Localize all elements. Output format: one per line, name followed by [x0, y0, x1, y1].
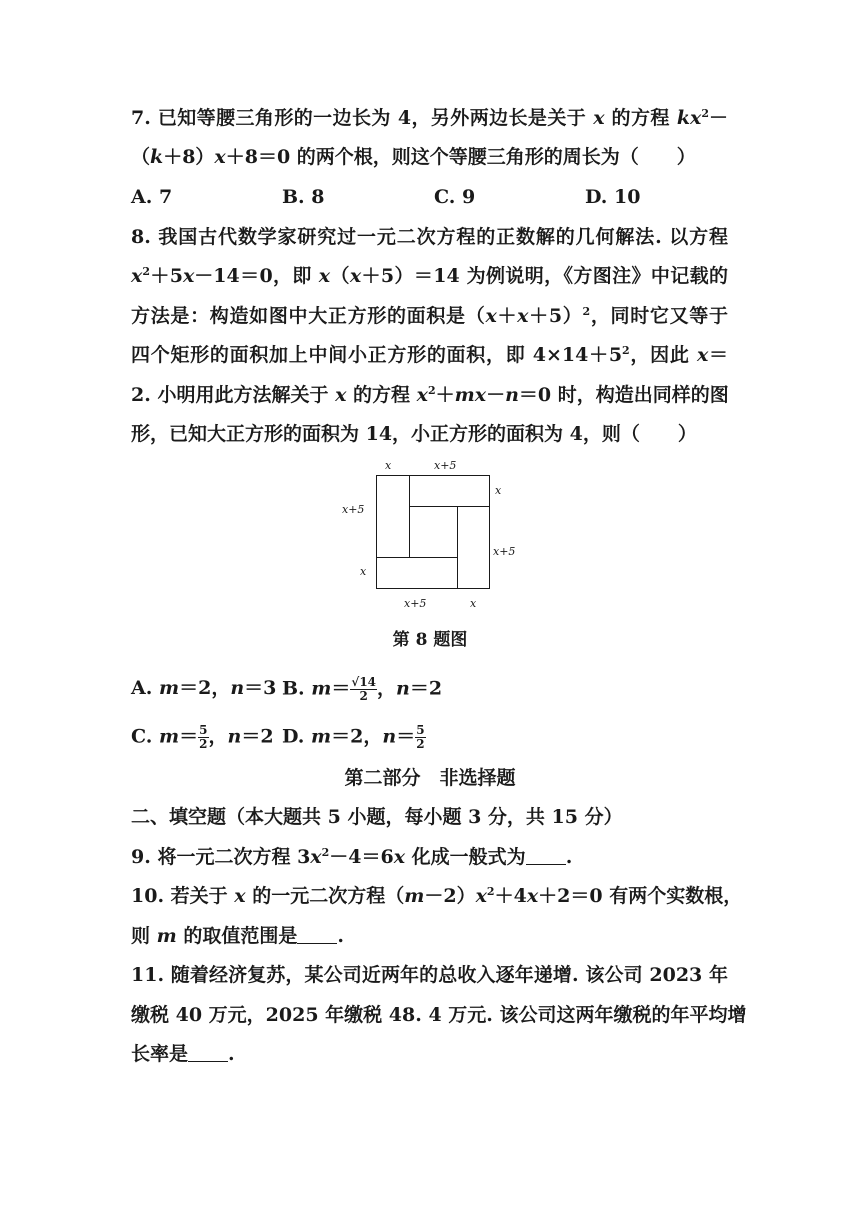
q11-answer-blank[interactable] — [188, 1043, 228, 1062]
rect-top — [410, 476, 490, 507]
label-bottom-x: x — [470, 597, 477, 610]
q8-line5: 2. 小明用此方法解关于 x 的方程 $x^2+mx-n=0$ 时，构造出同样的图 — [131, 384, 729, 406]
q11-line3: 长率是 . — [131, 1043, 235, 1065]
label-bottom-x5: x+5 — [404, 597, 427, 610]
q10-answer-blank[interactable] — [297, 925, 337, 944]
q7-option-d: D. 10 — [585, 186, 641, 208]
rect-left — [377, 476, 410, 558]
q9: 9. 将一元二次方程 $3x^2-4=6x$ 化成一般式为 . — [131, 846, 573, 868]
rect-right — [458, 507, 490, 589]
q8-line3: 方法是：构造如图中大正方形的面积是$(x+x+5)^2$，同时它又等于 — [131, 305, 728, 327]
q11-line2: 缴税 40 万元，2025 年缴税 48. 4 万元. 该公司这两年缴税的年平均增 — [131, 1004, 747, 1026]
q8-line4: 四个矩形的面积加上中间小正方形的面积，即 $4\times 14+5^2$，因此 x＝ — [131, 344, 728, 366]
q7-option-a: A. 7 — [131, 186, 173, 208]
q9-answer-blank[interactable] — [526, 846, 566, 865]
q8-line2: $x^2+5x-14=0$，即 x（x＋5）＝14 为例说明，《方图注》中记载的 — [131, 265, 728, 287]
q8-option-a: A. m＝2，n＝3 — [131, 677, 277, 699]
big-square-outline — [377, 476, 490, 589]
q8-option-c: C. m＝ $\frac{5}{2}$ ，n＝2 — [131, 723, 274, 751]
small-square — [410, 507, 458, 558]
section2-heading: 二、填空题（本大题共 5 小题，每小题 3 分，共 15 分） — [131, 806, 623, 828]
q8-line1: 8. 我国古代数学家研究过一元二次方程的正数解的几何解法. 以方程 — [131, 226, 728, 248]
rect-bottom — [377, 558, 458, 589]
part2-title: 第二部分 非选择题 — [344, 767, 516, 789]
q7-line1: 7. 已知等腰三角形的一边长为 4，另外两边长是关于 x 的方程 $kx^2-$ — [131, 107, 728, 129]
q8-option-b: B. m＝ $\frac{√14}{2}$ ，n＝2 — [282, 675, 443, 703]
label-left-x: x — [360, 565, 367, 578]
q10-line2: 则 m 的取值范围是 . — [131, 925, 344, 947]
label-right-x5: x+5 — [493, 545, 516, 558]
q11-line1: 11. 随着经济复苏，某公司近两年的总收入逐年递增. 该公司 2023 年 — [131, 964, 728, 986]
q10-line1: 10. 若关于 x 的一元二次方程$(m-2)x^2+4x+2=0$ 有两个实数根， — [131, 885, 743, 907]
label-top-x5: x+5 — [434, 459, 457, 472]
q8-line6: 形，已知大正方形的面积为 14，小正方形的面积为 4，则（ ） — [131, 423, 697, 445]
q8-figure — [330, 455, 530, 615]
q7-option-b: B. 8 — [282, 186, 325, 208]
label-top-x: x — [385, 459, 392, 472]
label-right-x: x — [495, 484, 502, 497]
figure-caption: 第 8 题图 — [392, 630, 468, 650]
q7-option-c: C. 9 — [434, 186, 476, 208]
q7-line2: （k＋8）x＋8＝0 的两个根，则这个等腰三角形的周长为（ ） — [131, 146, 696, 168]
q8-option-d: D. m＝2，n＝ $\frac{5}{2}$ — [282, 723, 425, 751]
label-left-x5: x+5 — [342, 503, 365, 516]
